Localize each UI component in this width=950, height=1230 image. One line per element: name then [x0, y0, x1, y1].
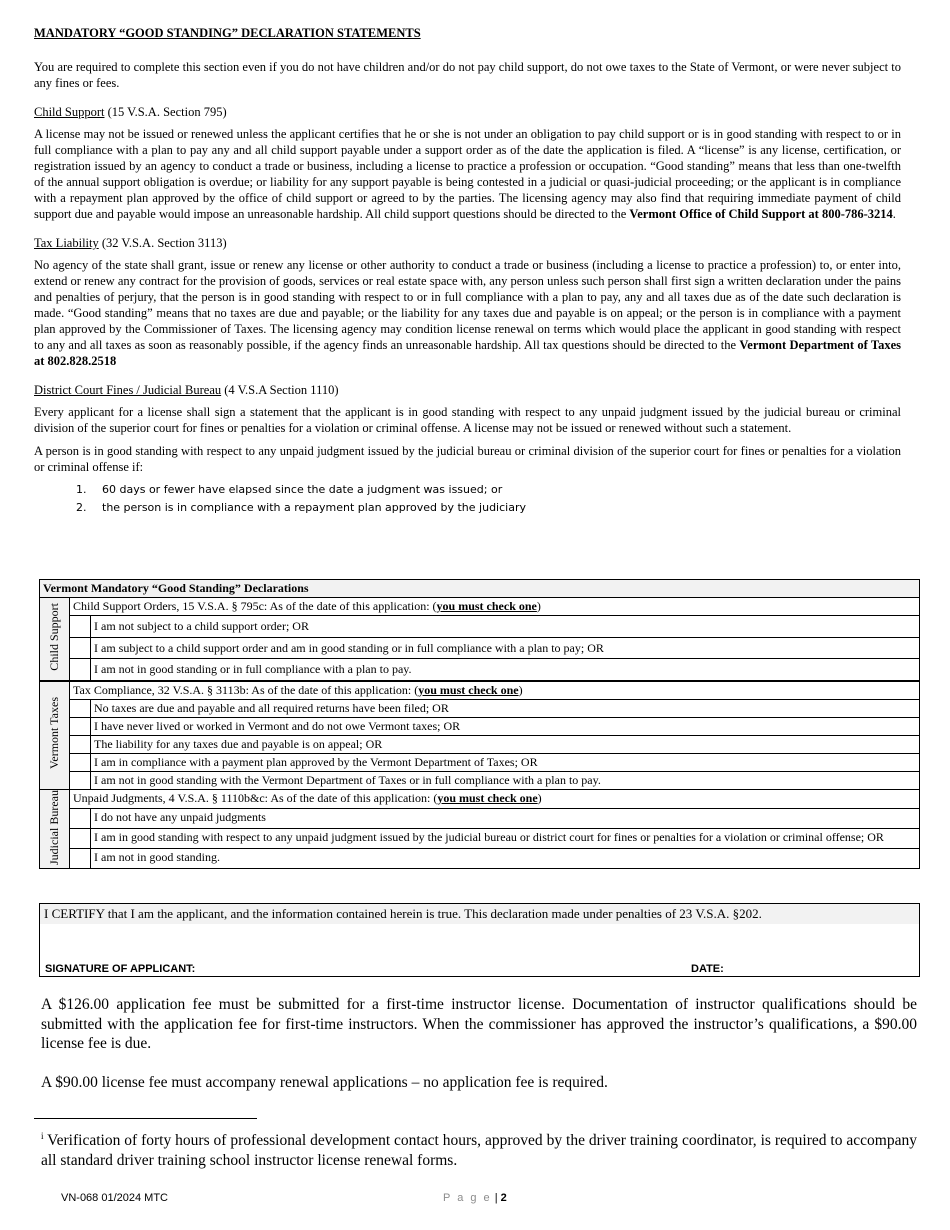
- judicial-checkbox-2[interactable]: [70, 829, 91, 849]
- tax-checkbox-4[interactable]: [70, 753, 91, 771]
- tax-option-3: The liability for any taxes due and payable is on appeal; OR: [91, 735, 920, 753]
- judicial-option-3: I am not in good standing.: [91, 849, 920, 869]
- child-support-option-3: I am not in good standing or in full compliance with a plan to pay.: [91, 659, 920, 681]
- must-check-one: you must check one: [437, 790, 538, 805]
- vermont-taxes-side-text: Vermont Taxes: [47, 697, 61, 769]
- list-item: 2. the person is in compliance with a repayment plan approved by the judiciary: [90, 499, 901, 517]
- fees-paragraph-2: A $90.00 license fee must accompany renewal applications – no application fee is required.: [41, 1073, 608, 1091]
- footnote-divider: [34, 1118, 257, 1119]
- child-support-ref: (15 V.S.A. Section 795): [104, 105, 227, 119]
- footnote: [41, 1127, 917, 1170]
- footnote-mark: i: [41, 1131, 44, 1141]
- child-support-heading: [34, 105, 901, 120]
- intro-paragraph: You are required to complete this section even if you do not have children and/or do not pay child support, do not owe taxes to the State of Vermont, or were never subject to any fines or fees.: [34, 60, 901, 90]
- child-support-lead: Child Support Orders, 15 V.S.A. § 795c: As of the date of this application: (you must check one): [70, 598, 920, 616]
- child-support-end: .: [892, 207, 896, 221]
- child-support-option-2: I am subject to a child support order and am in good standing or in full compliance with a plan to pay; OR: [91, 638, 920, 659]
- footnote-text: Verification of forty hours of professional development contact hours, approved by the driver training coordinator, is required to accompany all standard driver training school instructor license renewal forms.: [41, 1132, 917, 1169]
- child-support-checkbox-3[interactable]: [70, 659, 91, 681]
- court-paragraph-2: A person is in good standing with respect to any unpaid judgment issued by the judicial bureau or criminal division of the superior court for fines or penalties for a violation or criminal offense if:: [34, 444, 901, 474]
- child-support-checkbox-2[interactable]: [70, 638, 91, 659]
- judicial-lead: Unpaid Judgments, 4 V.S.A. § 1110b&c: As of the date of this application: (you must check one): [70, 789, 920, 809]
- list-item: 1. 60 days or fewer have elapsed since the date a judgment was issued; or: [90, 481, 901, 499]
- judicial-bureau-side-text: Judicial Bureau: [47, 789, 61, 865]
- tax-contact: Vermont Department of Taxes at 802.828.2518: [34, 338, 901, 368]
- judicial-bureau-side-label: [40, 789, 70, 869]
- tax-lead-text: Tax Compliance, 32 V.S.A. § 3113b: As of the date of this application:: [73, 682, 415, 697]
- tax-checkbox-3[interactable]: [70, 735, 91, 753]
- page-label: P a g e: [443, 1192, 492, 1204]
- court-ref: (4 V.S.A Section 1110): [221, 383, 339, 397]
- court-heading: [34, 383, 901, 398]
- child-support-checkbox-1[interactable]: [70, 616, 91, 638]
- judicial-option-1: I do not have any unpaid judgments: [91, 809, 920, 829]
- tax-lead: Tax Compliance, 32 V.S.A. § 3113b: As of the date of this application: (you must check one): [70, 681, 920, 700]
- judicial-checkbox-1[interactable]: [70, 809, 91, 829]
- child-support-side-text: Child Support: [47, 602, 61, 671]
- certification-box: [39, 903, 920, 977]
- declarations-table: [39, 579, 920, 869]
- judicial-option-2: I am in good standing with respect to any unpaid judgment issued by the judicial bureau or district court for fines or penalties for a violation or criminal offense; OR: [91, 829, 920, 849]
- tax-checkbox-5[interactable]: [70, 771, 91, 789]
- child-support-side-label: [40, 598, 70, 681]
- page-heading: MANDATORY “GOOD STANDING” DECLARATION STATEMENTS: [34, 26, 421, 40]
- fees-section: [41, 995, 917, 1092]
- page-indicator: [443, 1192, 507, 1204]
- certification-text: I CERTIFY that I am the applicant, and the information contained herein is true. This declaration made under penalties of 23 V.S.A. §202.: [40, 904, 919, 924]
- tax-checkbox-1[interactable]: [70, 699, 91, 717]
- signature-label: SIGNATURE OF APPLICANT:: [45, 963, 196, 975]
- judicial-checkbox-3[interactable]: [70, 849, 91, 869]
- tax-option-5: I am not in good standing with the Vermont Department of Taxes or in full compliance with a plan to pay.: [91, 771, 920, 789]
- vermont-taxes-side-label: [40, 681, 70, 790]
- court-title: District Court Fines / Judicial Bureau: [34, 383, 222, 397]
- page-separator: |: [491, 1192, 501, 1204]
- child-support-body: A license may not be issued or renewed unless the applicant certifies that he or she is not under an obligation to pay child support or is in good standing with respect to or in full compliance with a plan to pay any and all child support payable under a support order as of the date the application is filed. A “license” is any license, certification, or registration issued by an agency to conduct a trade or business, including a license to practice a profession or occupation. “Good standing” means that less than one-twelfth of the annual support obligation is overdue; or liability for any support payable is being contested in a judicial or quasi-judicial proceeding; or the applicant is in compliance with a repayment plan approved by the office of child support or agreed to by the parties. The licensing agency may also find that requiring immediate payment of child support due and payable would impose an unreasonable hardship. All child support questions should be directed to the: [34, 127, 901, 221]
- tax-heading: [34, 236, 901, 251]
- must-check-one: you must check one: [418, 682, 519, 697]
- tax-option-4: I am in compliance with a payment plan approved by the Vermont Department of Taxes; OR: [91, 753, 920, 771]
- court-paragraph-1: Every applicant for a license shall sign a statement that the applicant is in good standing with respect to any unpaid judgment issued by the judicial bureau or criminal division of the superior court for fines or penalties for a violation or criminal offense. A license may not be issued or renewed without such a statement.: [34, 405, 901, 435]
- tax-ref: (32 V.S.A. Section 3113): [98, 236, 227, 250]
- form-id: VN-068 01/2024 MTC: [61, 1192, 168, 1204]
- tax-option-1: No taxes are due and payable and all required returns have been filed; OR: [91, 699, 920, 717]
- tax-title: Tax Liability: [34, 236, 99, 250]
- tax-body: No agency of the state shall grant, issue or renew any license or other authority to conduct a trade or business (including a license to practice a profession) to, or enter into, extend or renew any contract for the provision of goods, services or real estate space with, any person unless such person shall first sign a written declaration under the pains and penalties of perjury, that the person is in good standing with respect to or in full compliance with a plan to pay, any and all taxes due as of the date such declaration is made. “Good standing” means that no taxes are due and payable; or the liability for any taxes due and payable is on appeal; or the person is in compliance with a payment plan approved by the Commissioner of Taxes. The licensing agency may condition license renewal on terms which would place the applicant in good standing with respect to any and all taxes as soon as reasonably possible, if the agency finds an unreasonable hardship. All tax questions should be directed to the: [34, 258, 901, 352]
- judicial-lead-text: Unpaid Judgments, 4 V.S.A. § 1110b&c: As of the date of this application:: [73, 790, 434, 805]
- court-conditions-list: [34, 481, 901, 517]
- date-label: DATE:: [691, 963, 724, 975]
- child-support-lead-text: Child Support Orders, 15 V.S.A. § 795c: As of the date of this application:: [73, 599, 433, 613]
- fees-paragraph-1: A $126.00 application fee must be submitted for a first-time instructor license. Documentation of instructor qualifications should be submitted with the application fee for first-time instructors. When the commissioner has approved the instructor’s qualifications, a $90.00 license fee is due.: [41, 996, 917, 1052]
- child-support-option-1: I am not subject to a child support order; OR: [91, 616, 920, 638]
- tax-paragraph: [34, 257, 901, 369]
- tax-checkbox-2[interactable]: [70, 717, 91, 735]
- declarations-table-title: Vermont Mandatory “Good Standing” Declarations: [40, 580, 920, 598]
- child-support-contact: Vermont Office of Child Support at 800-786-3214: [629, 207, 893, 221]
- document-body: [34, 26, 901, 517]
- page-number: 2: [500, 1192, 507, 1204]
- tax-option-2: I have never lived or worked in Vermont and do not owe Vermont taxes; OR: [91, 717, 920, 735]
- must-check-one: you must check one: [436, 599, 537, 613]
- child-support-paragraph: [34, 126, 901, 222]
- child-support-title: Child Support: [34, 105, 105, 119]
